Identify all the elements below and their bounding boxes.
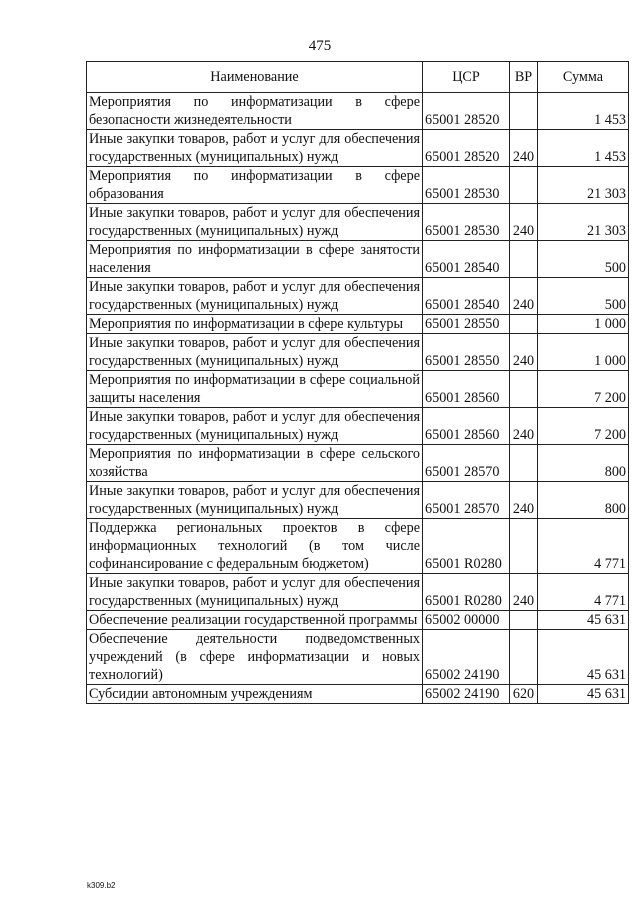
cell-name: Мероприятия по информатизации в сфере культуры <box>87 315 423 334</box>
cell-name: Обеспечение реализации государственной программы <box>87 611 423 630</box>
table-row <box>87 204 629 241</box>
cell-name: Иные закупки товаров, работ и услуг для обеспечения государственных (муниципальных) нужд <box>87 574 423 611</box>
table-row <box>87 241 629 278</box>
cell-csr: 65002 00000 <box>423 611 510 630</box>
budget-table <box>86 61 629 704</box>
cell-vr <box>510 445 538 482</box>
cell-sum: 7 200 <box>538 371 629 408</box>
table-row <box>87 130 629 167</box>
table-row <box>87 315 629 334</box>
table-row <box>87 445 629 482</box>
cell-name: Мероприятия по информатизации в сфере безопасности жизнедеятельности <box>87 93 423 130</box>
table-row <box>87 93 629 130</box>
header-name: Наименование <box>87 62 423 93</box>
cell-sum: 4 771 <box>538 519 629 574</box>
cell-csr: 65001 R0280 <box>423 574 510 611</box>
cell-csr: 65001 28570 <box>423 482 510 519</box>
cell-csr: 65001 28530 <box>423 167 510 204</box>
cell-csr: 65001 28560 <box>423 408 510 445</box>
cell-name: Мероприятия по информатизации в сфере социальной защиты населения <box>87 371 423 408</box>
cell-sum: 45 631 <box>538 685 629 704</box>
table-row <box>87 167 629 204</box>
cell-vr <box>510 315 538 334</box>
cell-name: Иные закупки товаров, работ и услуг для обеспечения государственных (муниципальных) нужд <box>87 278 423 315</box>
cell-name: Мероприятия по информатизации в сфере образования <box>87 167 423 204</box>
cell-name: Поддержка региональных проектов в сфере информационных технологий (в том числе софинансирование с федеральным бюджетом) <box>87 519 423 574</box>
cell-csr: 65001 28540 <box>423 278 510 315</box>
cell-sum: 21 303 <box>538 167 629 204</box>
table-row <box>87 685 629 704</box>
cell-name: Иные закупки товаров, работ и услуг для обеспечения государственных (муниципальных) нужд <box>87 204 423 241</box>
cell-sum: 21 303 <box>538 204 629 241</box>
cell-vr: 240 <box>510 130 538 167</box>
cell-name: Субсидии автономным учреждениям <box>87 685 423 704</box>
cell-name: Мероприятия по информатизации в сфере занятости населения <box>87 241 423 278</box>
cell-vr <box>510 611 538 630</box>
cell-vr <box>510 630 538 685</box>
table-row <box>87 519 629 574</box>
cell-sum: 1 453 <box>538 93 629 130</box>
cell-csr: 65002 24190 <box>423 630 510 685</box>
cell-sum: 7 200 <box>538 408 629 445</box>
table-row <box>87 611 629 630</box>
header-csr: ЦСР <box>423 62 510 93</box>
cell-sum: 45 631 <box>538 611 629 630</box>
header-vr: ВР <box>510 62 538 93</box>
table-row <box>87 371 629 408</box>
cell-csr: 65001 R0280 <box>423 519 510 574</box>
cell-csr: 65001 28550 <box>423 334 510 371</box>
cell-name: Обеспечение деятельности подведомственных учреждений (в сфере информатизации и новых технологий) <box>87 630 423 685</box>
cell-csr: 65001 28570 <box>423 445 510 482</box>
cell-sum: 1 000 <box>538 315 629 334</box>
cell-vr: 240 <box>510 278 538 315</box>
cell-vr: 240 <box>510 408 538 445</box>
cell-csr: 65001 28530 <box>423 204 510 241</box>
cell-sum: 500 <box>538 278 629 315</box>
cell-vr: 240 <box>510 204 538 241</box>
table-row <box>87 334 629 371</box>
cell-name: Иные закупки товаров, работ и услуг для обеспечения государственных (муниципальных) нужд <box>87 130 423 167</box>
cell-vr: 240 <box>510 482 538 519</box>
cell-sum: 1 453 <box>538 130 629 167</box>
cell-name: Иные закупки товаров, работ и услуг для обеспечения государственных (муниципальных) нужд <box>87 482 423 519</box>
cell-name: Мероприятия по информатизации в сфере сельского хозяйства <box>87 445 423 482</box>
cell-sum: 800 <box>538 445 629 482</box>
cell-sum: 4 771 <box>538 574 629 611</box>
cell-sum: 45 631 <box>538 630 629 685</box>
cell-vr: 240 <box>510 334 538 371</box>
cell-csr: 65001 28560 <box>423 371 510 408</box>
cell-vr <box>510 93 538 130</box>
cell-csr: 65001 28520 <box>423 130 510 167</box>
cell-csr: 65002 24190 <box>423 685 510 704</box>
cell-sum: 1 000 <box>538 334 629 371</box>
cell-name: Иные закупки товаров, работ и услуг для обеспечения государственных (муниципальных) нужд <box>87 408 423 445</box>
cell-name: Иные закупки товаров, работ и услуг для обеспечения государственных (муниципальных) нужд <box>87 334 423 371</box>
cell-vr <box>510 371 538 408</box>
cell-vr: 620 <box>510 685 538 704</box>
table-row <box>87 574 629 611</box>
cell-csr: 65001 28520 <box>423 93 510 130</box>
cell-vr: 240 <box>510 574 538 611</box>
table-row <box>87 278 629 315</box>
cell-sum: 800 <box>538 482 629 519</box>
header-sum: Сумма <box>538 62 629 93</box>
table-row <box>87 408 629 445</box>
table-header-row <box>87 62 629 93</box>
page-number: 475 <box>308 38 332 54</box>
cell-csr: 65001 28540 <box>423 241 510 278</box>
cell-sum: 500 <box>538 241 629 278</box>
table-row <box>87 482 629 519</box>
cell-vr <box>510 519 538 574</box>
cell-vr <box>510 241 538 278</box>
cell-csr: 65001 28550 <box>423 315 510 334</box>
footer-document-code: k309.b2 <box>87 881 116 890</box>
table-row <box>87 630 629 685</box>
cell-vr <box>510 167 538 204</box>
